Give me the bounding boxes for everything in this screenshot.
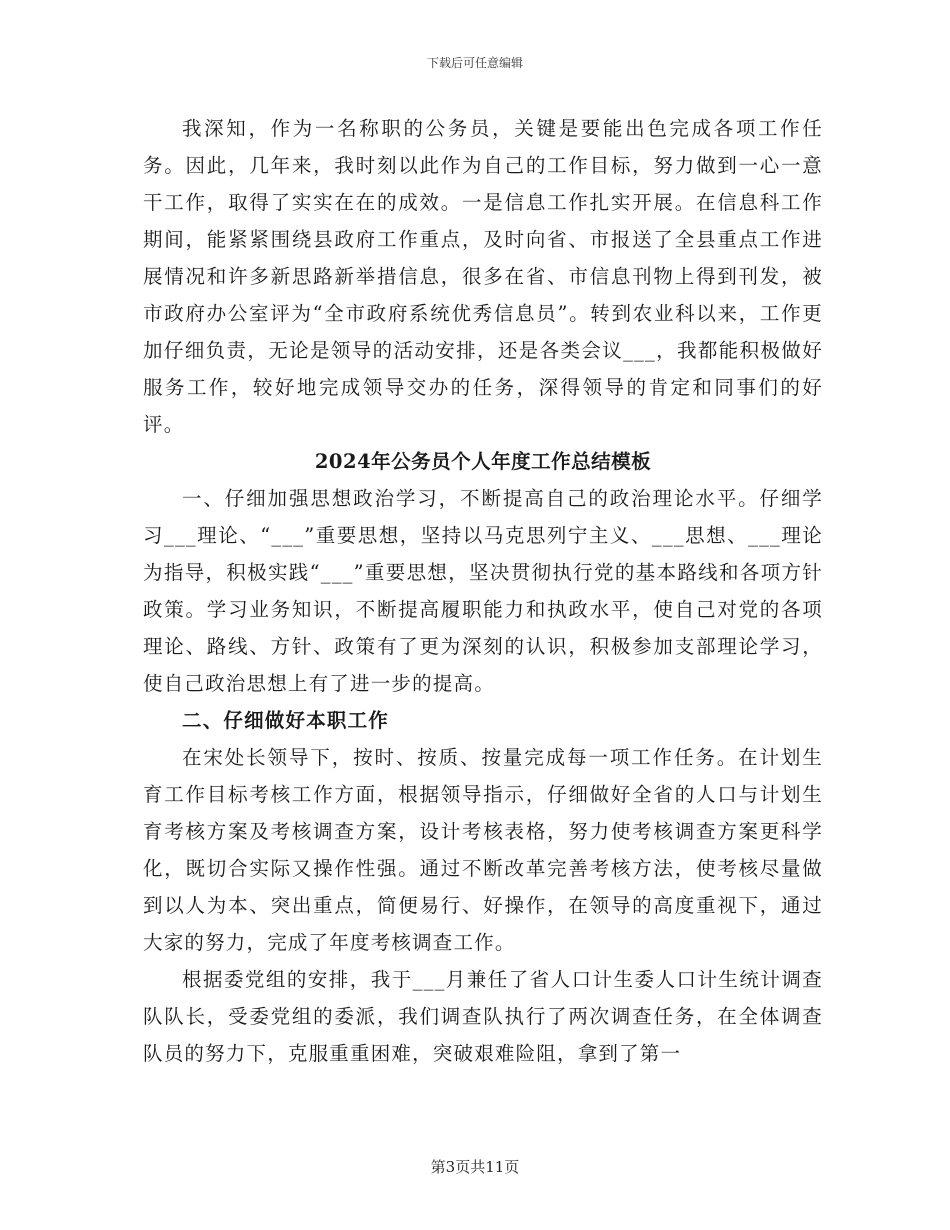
paragraph-4: 根据委党组的安排，我于___月兼任了省人口计生委人口计生统计调查队队长，受委党组的委派，我们调查队执行了两次调查任务，在全体调查队员的努力下，克服重重困难，突破艰难险阻，拿到了第一 <box>143 968 823 1065</box>
page-header: 下载后可任意编辑 <box>426 56 523 70</box>
page-number: 第3页共11页 <box>430 1158 520 1176</box>
document-title: 2024年公务员个人年度工作总结模板 <box>314 450 652 473</box>
paragraph-2: 一、仔细加强思想政治学习，不断提高自己的政治理论水平。仔细学习___理论、“___”重要思想，坚持以马克思列宁主义、___思想、___理论为指导，积极实践“___”重要思想，坚决贯彻执行党的基本路线和各项方针政策。学习业务知识，不断提高履职能力和执政水平，使自己对党的各项理论、路线、方针、政策有了更为深刻的认识，积极参加支部理论学习，使自己政治思想上有了进一步的提高。 <box>143 487 823 695</box>
paragraph-3: 在宋处长领导下，按时、按质、按量完成每一项工作任务。在计划生育工作目标考核工作方面，根据领导指示，仔细做好全省的人口与计划生育考核方案及考核调查方案，设计考核表格，努力使考核调查方案更科学化，既切合实际又操作性强。通过不断改革完善考核方法，使考核尽量做到以人为本、突出重点，简便易行、好操作，在领导的高度重视下，通过大家的努力，完成了年度考核调查工作。 <box>143 746 823 954</box>
paragraph-1: 我深知，作为一名称职的公务员，关键是要能出色完成各项工作任务。因此，几年来，我时刻以此作为自己的工作目标，努力做到一心一意干工作，取得了实实在在的成效。一是信息工作扎实开展。在信息科工作期间，能紧紧围绕县政府工作重点，及时向省、市报送了全县重点工作进展情况和许多新思路新举措信息，很多在省、市信息刊物上得到刊发，被市政府办公室评为“全市政府系统优秀信息员”。转到农业科以来，工作更加仔细负责，无论是领导的活动安排，还是各类会议___，我都能积极做好服务工作，较好地完成领导交办的任务，深得领导的肯定和同事们的好评。 <box>143 117 823 436</box>
document-body <box>143 110 823 1072</box>
section-heading: 二、仔细做好本职工作 <box>182 709 390 732</box>
